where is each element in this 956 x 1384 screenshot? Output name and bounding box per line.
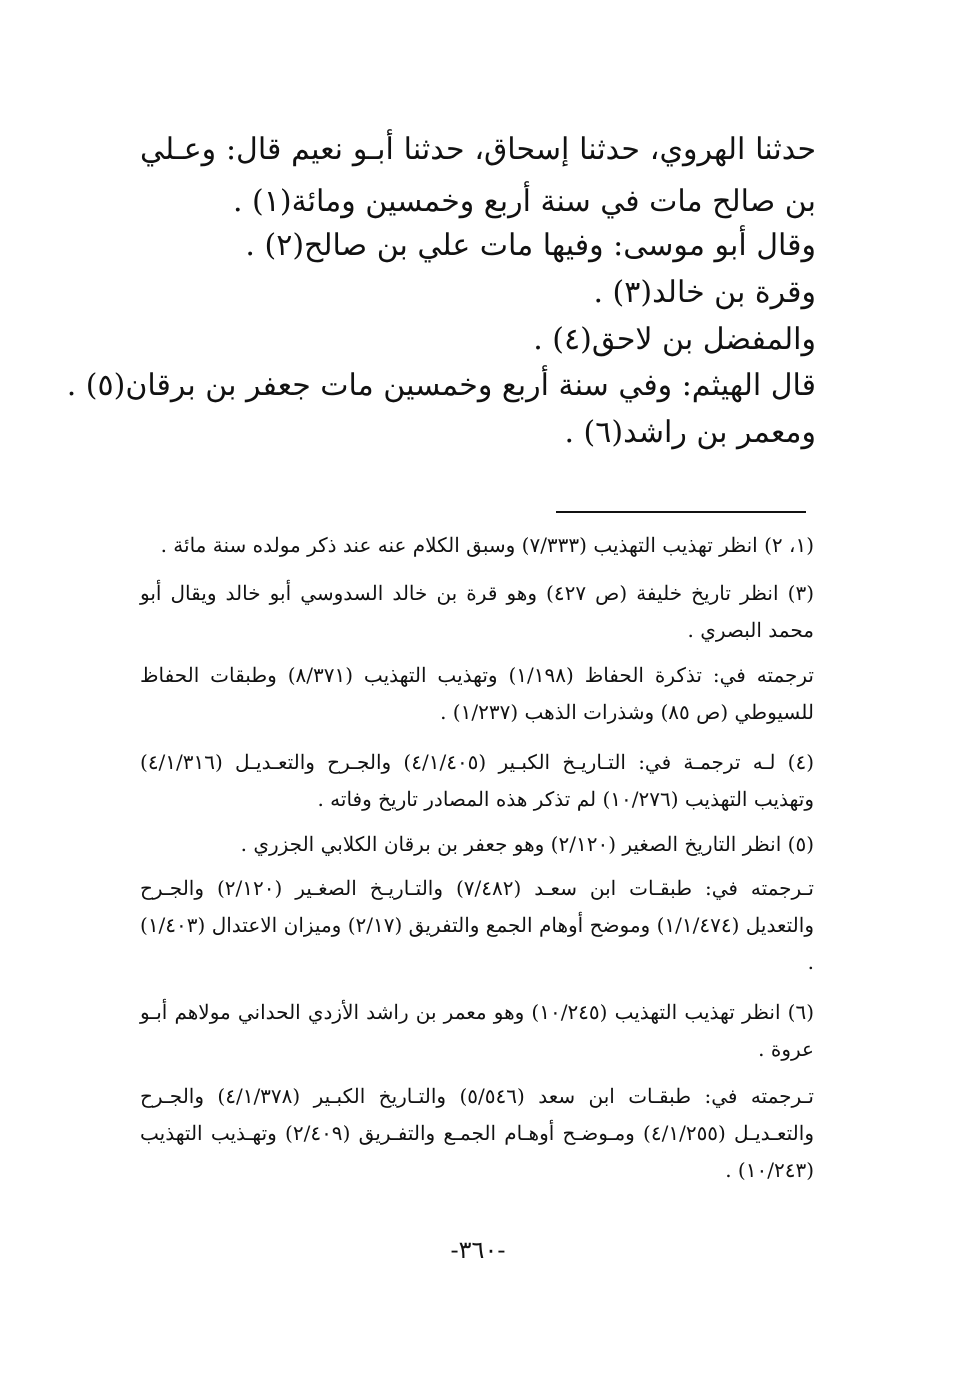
main-line-5: قال الهيثم: وفي سنة أربع وخمسين مات جعفر بن برقان(٥) . (66, 368, 816, 403)
footnote-5-biography: تـرجمته في: طبقـات ابن سعـد (٧/٤٨٢) والتـاريـخ الصغـير (٢/١٢٠) والجـرح والتعديل (١/١/٤٧٤) وموضح أوهام الجمع والتفريق (٢/١٧) وميزان الاعتدال (١/٤٠٣) . (140, 876, 814, 974)
main-line-4: والمفضل بن لاحق(٤) . (533, 322, 816, 357)
footnote-3: (٣) انظر تاريخ خليفة (ص ٤٢٧) وهو قرة بن خالد السدوسي أبو خالد ويقال أبو محمد البصري . (140, 581, 814, 642)
footnote-6-biography: تـرجمته في: طبقـات ابن سعد (٥/٥٤٦) والتـاريخ الكبـير (٤/١/٣٧٨) والجـرح والتعـديـل (٤/١/٢٥٥) ومـوضـح أوهـام الجمـع والتفـريق (٢/٤٠٩) وتهـذيب التهذيب (١٠/٢٤٣) . (140, 1084, 814, 1182)
footnote-4: (٤) لـه ترجمـة في: التـاريـخ الكبـير (٤/١/٤٠٥) والجـرح والتعـديـل (٤/١/٣١٦) وتهذيب التهذيب (١٠/٢٧٦) لم تذكر هذه المصادر تاريخ وفاته . (140, 750, 814, 811)
main-paragraph-1: حدثنا الهروي، حدثنا إسحاق، حدثنا أبـو نعيم قال: وعـلي بن صالح مات في سنة أربع وخمسين ومائة(١) . (140, 132, 816, 219)
footnote-3-biography: ترجمته في: تذكرة الحفاظ (١/١٩٨) وتهذيب التهذيب (٨/٣٧١) وطبقات الحفاظ للسيوطي (ص ٨٥) وشذرات الذهب (١/٢٣٧) . (140, 663, 814, 724)
main-line-2: وقال أبو موسى: وفيها مات علي بن صالح(٢) . (245, 228, 816, 263)
page-number: -٣٦٠- (450, 1236, 506, 1264)
footnote-6: (٦) انظر تهذيب التهذيب (١٠/٢٤٥) وهو معمر بن راشد الأزدي الحداني مولاهم أبـو عروة . (140, 1000, 814, 1061)
footnote-1-2: (١، ٢) انظر تهذيب التهذيب (٧/٣٣٣) وسبق الكلام عنه عند ذكر مولده سنة مائة . (160, 533, 814, 557)
footnote-divider (556, 511, 806, 513)
footnote-5: (٥) انظر التاريخ الصغير (٢/١٢٠) وهو جعفر بن برقان الكلابي الجزري . (240, 832, 814, 856)
main-line-3: وقرة بن خالد(٣) . (593, 275, 816, 310)
main-line-6: ومعمر بن راشد(٦) . (564, 415, 816, 450)
